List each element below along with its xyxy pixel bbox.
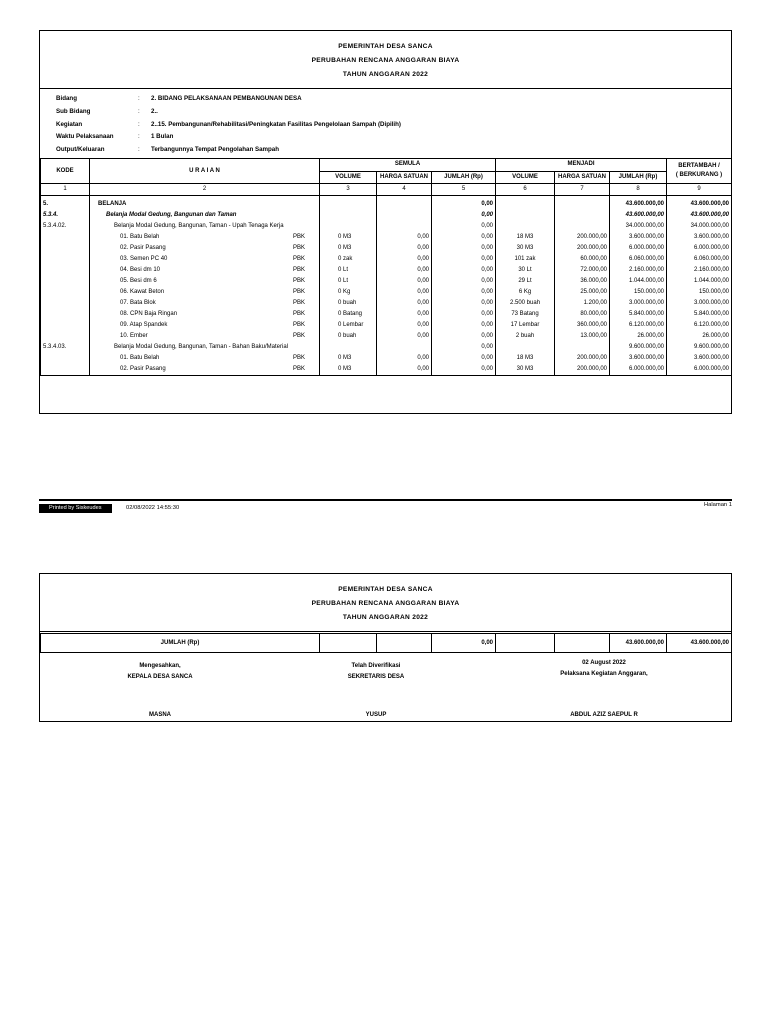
cell-semula-harga: 0,00 xyxy=(377,309,432,320)
cell-semula-harga: 0,00 xyxy=(377,276,432,287)
header-line-1: PEMERINTAH DESA SANCA xyxy=(338,43,433,50)
cell-menjadi-jumlah: 2.160.000,00 xyxy=(610,265,667,276)
cell-sumber-dana: PBK xyxy=(292,289,305,295)
cell-selisih: 2.160.000,00 xyxy=(667,265,732,276)
cell-menjadi-harga xyxy=(555,196,610,211)
cell-uraian xyxy=(90,364,320,376)
cell-sumber-dana: PBK xyxy=(292,234,305,240)
cell-uraian xyxy=(90,254,320,265)
page-number: Halaman 1 xyxy=(703,502,732,508)
cell-semula-jumlah: 0,00 xyxy=(432,243,496,254)
col-number: 6 xyxy=(496,184,555,196)
cell-semula-jumlah: 0,00 xyxy=(432,320,496,331)
cell-semula-jumlah: 0,00 xyxy=(432,254,496,265)
total-selisih: 43.600.000,00 xyxy=(667,634,732,653)
sig-right-title: Pelaksana Kegiatan Anggaran, xyxy=(560,671,648,677)
cell-semula-jumlah: 0,00 xyxy=(432,353,496,364)
table-row xyxy=(41,221,732,232)
col-number: 5 xyxy=(432,184,496,196)
cell-uraian-text: 01. Batu Belah xyxy=(120,234,160,240)
cell-uraian-text: 03. Semen PC 40 xyxy=(120,256,168,262)
cell-menjadi-jumlah: 6.120.000,00 xyxy=(610,320,667,331)
col-menjadi-harga: HARGA SATUAN xyxy=(555,171,610,184)
cell-semula-harga xyxy=(377,210,432,221)
cell-menjadi-volume: 101 zak xyxy=(496,254,555,265)
cell-selisih: 6.060.000,00 xyxy=(667,254,732,265)
cell-semula-harga xyxy=(377,342,432,353)
cell-semula-volume: 0 M3 xyxy=(320,353,377,364)
total-menjadi-volume xyxy=(496,634,555,653)
cell-kode: 5.3.4.03. xyxy=(41,342,90,353)
cell-kode xyxy=(41,353,90,364)
rab-sheet-page-2 xyxy=(39,573,732,722)
cell-uraian-text: 04. Besi dm 10 xyxy=(120,267,161,273)
cell-semula-harga: 0,00 xyxy=(377,298,432,309)
col-number: 4 xyxy=(377,184,432,196)
cell-semula-jumlah: 0,00 xyxy=(432,221,496,232)
cell-kode: 5.3.4. xyxy=(41,210,90,221)
table-row xyxy=(41,276,732,287)
cell-menjadi-volume xyxy=(496,196,555,211)
sig-right-date: 02 August 2022 xyxy=(582,660,626,666)
cell-kode xyxy=(41,254,90,265)
cell-semula-jumlah: 0,00 xyxy=(432,210,496,221)
cell-menjadi-harga: 72.000,00 xyxy=(555,265,610,276)
cell-uraian xyxy=(90,342,320,353)
table-row xyxy=(41,243,732,254)
col-bertambah-line2: ( BERKURANG ) xyxy=(675,172,723,178)
cell-semula-volume: 0 Kg xyxy=(320,287,377,298)
cell-semula-volume xyxy=(320,221,377,232)
cell-menjadi-jumlah: 43.600.000,00 xyxy=(610,210,667,221)
footer-rule xyxy=(39,499,732,501)
cell-sumber-dana: PBK xyxy=(292,366,305,372)
info-label: Sub Bidang xyxy=(56,107,91,115)
cell-menjadi-harga xyxy=(555,221,610,232)
cell-semula-harga xyxy=(377,221,432,232)
cell-selisih: 3.000.000,00 xyxy=(667,298,732,309)
col-number: 7 xyxy=(555,184,610,196)
cell-semula-jumlah: 0,00 xyxy=(432,265,496,276)
header-line-3: TAHUN ANGGARAN 2022 xyxy=(342,71,429,78)
col-number: 8 xyxy=(610,184,667,196)
table-row xyxy=(41,287,732,298)
col-semula-jumlah: JUMLAH (Rp) xyxy=(432,171,496,184)
info-value: Terbangunnya Tempat Pengolahan Sampah xyxy=(151,146,280,154)
cell-uraian-text: 05. Besi dm 6 xyxy=(120,278,157,284)
cell-menjadi-jumlah: 1.044.000,00 xyxy=(610,276,667,287)
table-row xyxy=(41,353,732,364)
col-semula-volume: VOLUME xyxy=(320,171,377,184)
cell-uraian-text: 06. Kawat Beton xyxy=(120,289,165,295)
col-number: 2 xyxy=(90,184,320,196)
col-bertambah xyxy=(667,159,732,184)
cell-uraian-text: 10. Ember xyxy=(120,333,148,339)
cell-menjadi-volume: 18 M3 xyxy=(496,353,555,364)
cell-uraian-text: BELANJA xyxy=(98,201,127,207)
cell-menjadi-harga xyxy=(555,342,610,353)
cell-semula-volume: 0 Lt xyxy=(320,265,377,276)
cell-sumber-dana: PBK xyxy=(292,300,305,306)
cell-semula-harga: 0,00 xyxy=(377,243,432,254)
cell-menjadi-jumlah: 9.600.000,00 xyxy=(610,342,667,353)
info-colon: : xyxy=(138,107,140,115)
col-uraian: U R A I A N xyxy=(90,159,320,184)
cell-menjadi-volume xyxy=(496,210,555,221)
table-row xyxy=(41,210,732,221)
total-label: JUMLAH (Rp) xyxy=(41,634,320,653)
cell-selisih: 5.840.000,00 xyxy=(667,309,732,320)
cell-kode xyxy=(41,232,90,243)
cell-menjadi-harga: 360.000,00 xyxy=(555,320,610,331)
cell-sumber-dana: PBK xyxy=(292,256,305,262)
col-menjadi-jumlah: JUMLAH (Rp) xyxy=(610,171,667,184)
cell-menjadi-volume: 17 Lembar xyxy=(496,320,555,331)
cell-selisih: 43.600.000,00 xyxy=(667,196,732,211)
cell-semula-volume: 0 zak xyxy=(320,254,377,265)
cell-semula-volume: 0 Lembar xyxy=(320,320,377,331)
document-header xyxy=(40,31,731,89)
document-header-2 xyxy=(40,574,731,632)
cell-uraian-text: Belanja Modal Gedung, Bangunan dan Taman xyxy=(106,212,237,218)
cell-selisih: 26.000,00 xyxy=(667,331,732,342)
cell-sumber-dana: PBK xyxy=(292,322,305,328)
cell-kode: 5. xyxy=(41,196,90,211)
total-semula-jumlah: 0,00 xyxy=(432,634,496,653)
cell-semula-jumlah: 0,00 xyxy=(432,309,496,320)
cell-semula-volume: 0 buah xyxy=(320,331,377,342)
table-row xyxy=(41,320,732,331)
col-bertambah-line1: BERTAMBAH / xyxy=(678,163,720,169)
cell-kode xyxy=(41,287,90,298)
cell-semula-volume: 0 M3 xyxy=(320,243,377,254)
cell-menjadi-harga xyxy=(555,210,610,221)
col-menjadi: MENJADI xyxy=(496,159,667,172)
cell-semula-volume xyxy=(320,210,377,221)
total-menjadi-harga xyxy=(555,634,610,653)
table-row xyxy=(41,196,732,211)
info-value: 1 Bulan xyxy=(151,133,174,141)
cell-menjadi-volume: 30 Lt xyxy=(496,265,555,276)
cell-selisih: 6.000.000,00 xyxy=(667,243,732,254)
total-semula-volume xyxy=(320,634,377,653)
printed-date: 02/08/2022 14:55:30 xyxy=(126,505,180,511)
cell-uraian-text: Belanja Modal Gedung, Bangunan, Taman - Bahan Baku/Material xyxy=(114,344,289,350)
cell-semula-volume: 0 buah xyxy=(320,298,377,309)
cell-kode xyxy=(41,364,90,376)
header-line-1: PEMERINTAH DESA SANCA xyxy=(338,586,433,593)
table-row xyxy=(41,331,732,342)
table-row xyxy=(41,309,732,320)
rab-sheet-page-1 xyxy=(39,30,732,414)
cell-menjadi-jumlah: 6.060.000,00 xyxy=(610,254,667,265)
info-colon: : xyxy=(138,146,140,154)
sig-mid-title2: SEKRETARIS DESA xyxy=(347,674,405,680)
col-menjadi-volume: VOLUME xyxy=(496,171,555,184)
cell-uraian xyxy=(90,196,320,211)
cell-menjadi-harga: 13.000,00 xyxy=(555,331,610,342)
cell-menjadi-volume: 30 M3 xyxy=(496,364,555,376)
signature-sekretaris-desa xyxy=(316,661,436,721)
header-line-2: PERUBAHAN RENCANA ANGGARAN BIAYA xyxy=(311,57,460,64)
info-colon: : xyxy=(138,133,140,141)
cell-uraian xyxy=(90,265,320,276)
cell-menjadi-volume: 30 M3 xyxy=(496,243,555,254)
cell-menjadi-jumlah: 6.000.000,00 xyxy=(610,364,667,376)
cell-selisih: 34.000.000,00 xyxy=(667,221,732,232)
cell-menjadi-volume: 2 buah xyxy=(496,331,555,342)
cell-menjadi-harga: 200.000,00 xyxy=(555,243,610,254)
totals-table xyxy=(40,633,732,653)
cell-semula-jumlah: 0,00 xyxy=(432,287,496,298)
total-menjadi-jumlah: 43.600.000,00 xyxy=(610,634,667,653)
sig-mid-name: YUSUP xyxy=(365,712,387,718)
cell-menjadi-jumlah: 5.840.000,00 xyxy=(610,309,667,320)
table-row xyxy=(41,342,732,353)
cell-menjadi-harga: 80.000,00 xyxy=(555,309,610,320)
cell-sumber-dana: PBK xyxy=(292,245,305,251)
cell-kode: 5.3.4.02. xyxy=(41,221,90,232)
info-colon: : xyxy=(138,120,140,128)
cell-selisih: 9.600.000,00 xyxy=(667,342,732,353)
col-semula-harga: HARGA SATUAN xyxy=(377,171,432,184)
cell-uraian-text: 02. Pasir Pasang xyxy=(120,245,166,251)
cell-kode xyxy=(41,309,90,320)
col-number: 1 xyxy=(41,184,90,196)
cell-sumber-dana: PBK xyxy=(292,355,305,361)
sig-left-name: MASNA xyxy=(149,712,171,718)
cell-semula-jumlah: 0,00 xyxy=(432,364,496,376)
col-number: 9 xyxy=(667,184,732,196)
cell-semula-jumlah: 0,00 xyxy=(432,342,496,353)
cell-uraian xyxy=(90,353,320,364)
cell-kode xyxy=(41,298,90,309)
info-value: 2. BIDANG PELAKSANAAN PEMBANGUNAN DESA xyxy=(151,95,302,102)
cell-menjadi-jumlah: 34.000.000,00 xyxy=(610,221,667,232)
header-line-3: TAHUN ANGGARAN 2022 xyxy=(342,614,429,621)
cell-menjadi-jumlah: 150.000,00 xyxy=(610,287,667,298)
cell-uraian-text: 09. Atap Spandek xyxy=(120,322,168,328)
cell-kode xyxy=(41,276,90,287)
cell-uraian xyxy=(90,309,320,320)
cell-semula-harga: 0,00 xyxy=(377,287,432,298)
table-row xyxy=(41,265,732,276)
cell-menjadi-jumlah: 3.000.000,00 xyxy=(610,298,667,309)
cell-uraian-text: 01. Batu Belah xyxy=(120,355,160,361)
cell-semula-volume: 0 Lt xyxy=(320,276,377,287)
cell-menjadi-volume: 6 Kg xyxy=(496,287,555,298)
activity-info xyxy=(56,95,716,159)
info-row xyxy=(56,133,716,146)
cell-uraian xyxy=(90,210,320,221)
cell-uraian-text: 08. CPN Baja Ringan xyxy=(120,311,178,317)
cell-semula-harga: 0,00 xyxy=(377,353,432,364)
table-row xyxy=(41,298,732,309)
cell-uraian-text: Belanja Modal Gedung, Bangunan, Taman - Upah Tenaga Kerja xyxy=(114,223,284,229)
info-value: 2.. xyxy=(151,107,158,115)
cell-menjadi-volume xyxy=(496,221,555,232)
info-label: Kegiatan xyxy=(56,120,83,128)
cell-menjadi-volume xyxy=(496,342,555,353)
info-row xyxy=(56,95,716,108)
info-colon: : xyxy=(138,95,140,102)
cell-semula-volume xyxy=(320,342,377,353)
cell-semula-jumlah: 0,00 xyxy=(432,232,496,243)
cell-sumber-dana: PBK xyxy=(292,278,305,284)
cell-semula-volume xyxy=(320,196,377,211)
header-line-2: PERUBAHAN RENCANA ANGGARAN BIAYA xyxy=(311,600,460,607)
budget-table xyxy=(40,158,732,376)
cell-uraian xyxy=(90,276,320,287)
cell-menjadi-harga: 60.000,00 xyxy=(555,254,610,265)
cell-menjadi-harga: 1.200,00 xyxy=(555,298,610,309)
sig-right-name: ABDUL AZIZ SAEPUL R xyxy=(570,712,638,718)
sig-left-title1: Mengesahkan, xyxy=(139,663,181,669)
col-semula: SEMULA xyxy=(320,159,496,172)
cell-uraian xyxy=(90,298,320,309)
cell-menjadi-jumlah: 26.000,00 xyxy=(610,331,667,342)
table-row xyxy=(41,364,732,376)
cell-semula-harga: 0,00 xyxy=(377,364,432,376)
info-value: 2..15. Pembangunan/Rehabilitasi/Peningkatan Fasilitas Pengelolaan Sampah (Dipilih) xyxy=(151,120,401,128)
cell-semula-harga: 0,00 xyxy=(377,232,432,243)
info-label: Output/Keluaran xyxy=(56,146,105,154)
info-label: Waktu Pelaksanaan xyxy=(56,133,114,141)
cell-selisih: 43.600.000,00 xyxy=(667,210,732,221)
cell-semula-jumlah: 0,00 xyxy=(432,298,496,309)
cell-uraian xyxy=(90,232,320,243)
cell-kode xyxy=(41,331,90,342)
cell-menjadi-harga: 200.000,00 xyxy=(555,364,610,376)
cell-semula-jumlah: 0,00 xyxy=(432,276,496,287)
cell-sumber-dana: PBK xyxy=(292,333,305,339)
cell-uraian xyxy=(90,331,320,342)
cell-menjadi-jumlah: 3.600.000,00 xyxy=(610,232,667,243)
table-row xyxy=(41,254,732,265)
signature-kepala-desa xyxy=(100,661,220,721)
cell-uraian xyxy=(90,320,320,331)
cell-uraian xyxy=(90,221,320,232)
cell-semula-jumlah: 0,00 xyxy=(432,196,496,211)
cell-menjadi-harga: 200.000,00 xyxy=(555,232,610,243)
cell-selisih: 3.600.000,00 xyxy=(667,353,732,364)
info-row xyxy=(56,121,716,134)
cell-menjadi-volume: 73 Batang xyxy=(496,309,555,320)
cell-selisih: 3.600.000,00 xyxy=(667,232,732,243)
cell-semula-harga: 0,00 xyxy=(377,265,432,276)
cell-semula-harga xyxy=(377,196,432,211)
cell-kode xyxy=(41,243,90,254)
cell-menjadi-jumlah: 43.600.000,00 xyxy=(610,196,667,211)
cell-semula-jumlah: 0,00 xyxy=(432,331,496,342)
cell-selisih: 150.000,00 xyxy=(667,287,732,298)
cell-menjadi-harga: 25.000,00 xyxy=(555,287,610,298)
cell-semula-volume: 0 M3 xyxy=(320,232,377,243)
col-number: 3 xyxy=(320,184,377,196)
cell-menjadi-jumlah: 6.000.000,00 xyxy=(610,243,667,254)
info-row xyxy=(56,108,716,121)
signature-pelaksana xyxy=(539,658,669,721)
cell-menjadi-volume: 2.500 buah xyxy=(496,298,555,309)
col-kode: KODE xyxy=(41,159,90,184)
cell-menjadi-harga: 36.000,00 xyxy=(555,276,610,287)
cell-uraian-text: 02. Pasir Pasang xyxy=(120,366,166,372)
table-row xyxy=(41,232,732,243)
cell-selisih: 1.044.000,00 xyxy=(667,276,732,287)
cell-uraian xyxy=(90,287,320,298)
cell-sumber-dana: PBK xyxy=(292,267,305,273)
cell-selisih: 6.000.000,00 xyxy=(667,364,732,376)
sig-left-title2: KEPALA DESA SANCA xyxy=(127,674,193,680)
cell-semula-harga: 0,00 xyxy=(377,320,432,331)
cell-menjadi-volume: 29 Lt xyxy=(496,276,555,287)
cell-semula-volume: 0 Batang xyxy=(320,309,377,320)
cell-semula-volume: 0 M3 xyxy=(320,364,377,376)
cell-menjadi-harga: 200.000,00 xyxy=(555,353,610,364)
info-label: Bidang xyxy=(56,95,77,102)
cell-semula-harga: 0,00 xyxy=(377,254,432,265)
cell-sumber-dana: PBK xyxy=(292,311,305,317)
sig-mid-title1: Telah Diverifikasi xyxy=(351,663,401,669)
total-semula-harga xyxy=(377,634,432,653)
cell-semula-harga: 0,00 xyxy=(377,331,432,342)
cell-kode xyxy=(41,265,90,276)
cell-selisih: 6.120.000,00 xyxy=(667,320,732,331)
cell-uraian-text: 07. Bata Blok xyxy=(120,300,156,306)
cell-uraian xyxy=(90,243,320,254)
cell-kode xyxy=(41,320,90,331)
cell-menjadi-volume: 18 M3 xyxy=(496,232,555,243)
cell-menjadi-jumlah: 3.600.000,00 xyxy=(610,353,667,364)
printed-by-badge: Printed by Siskeudes xyxy=(39,504,112,513)
